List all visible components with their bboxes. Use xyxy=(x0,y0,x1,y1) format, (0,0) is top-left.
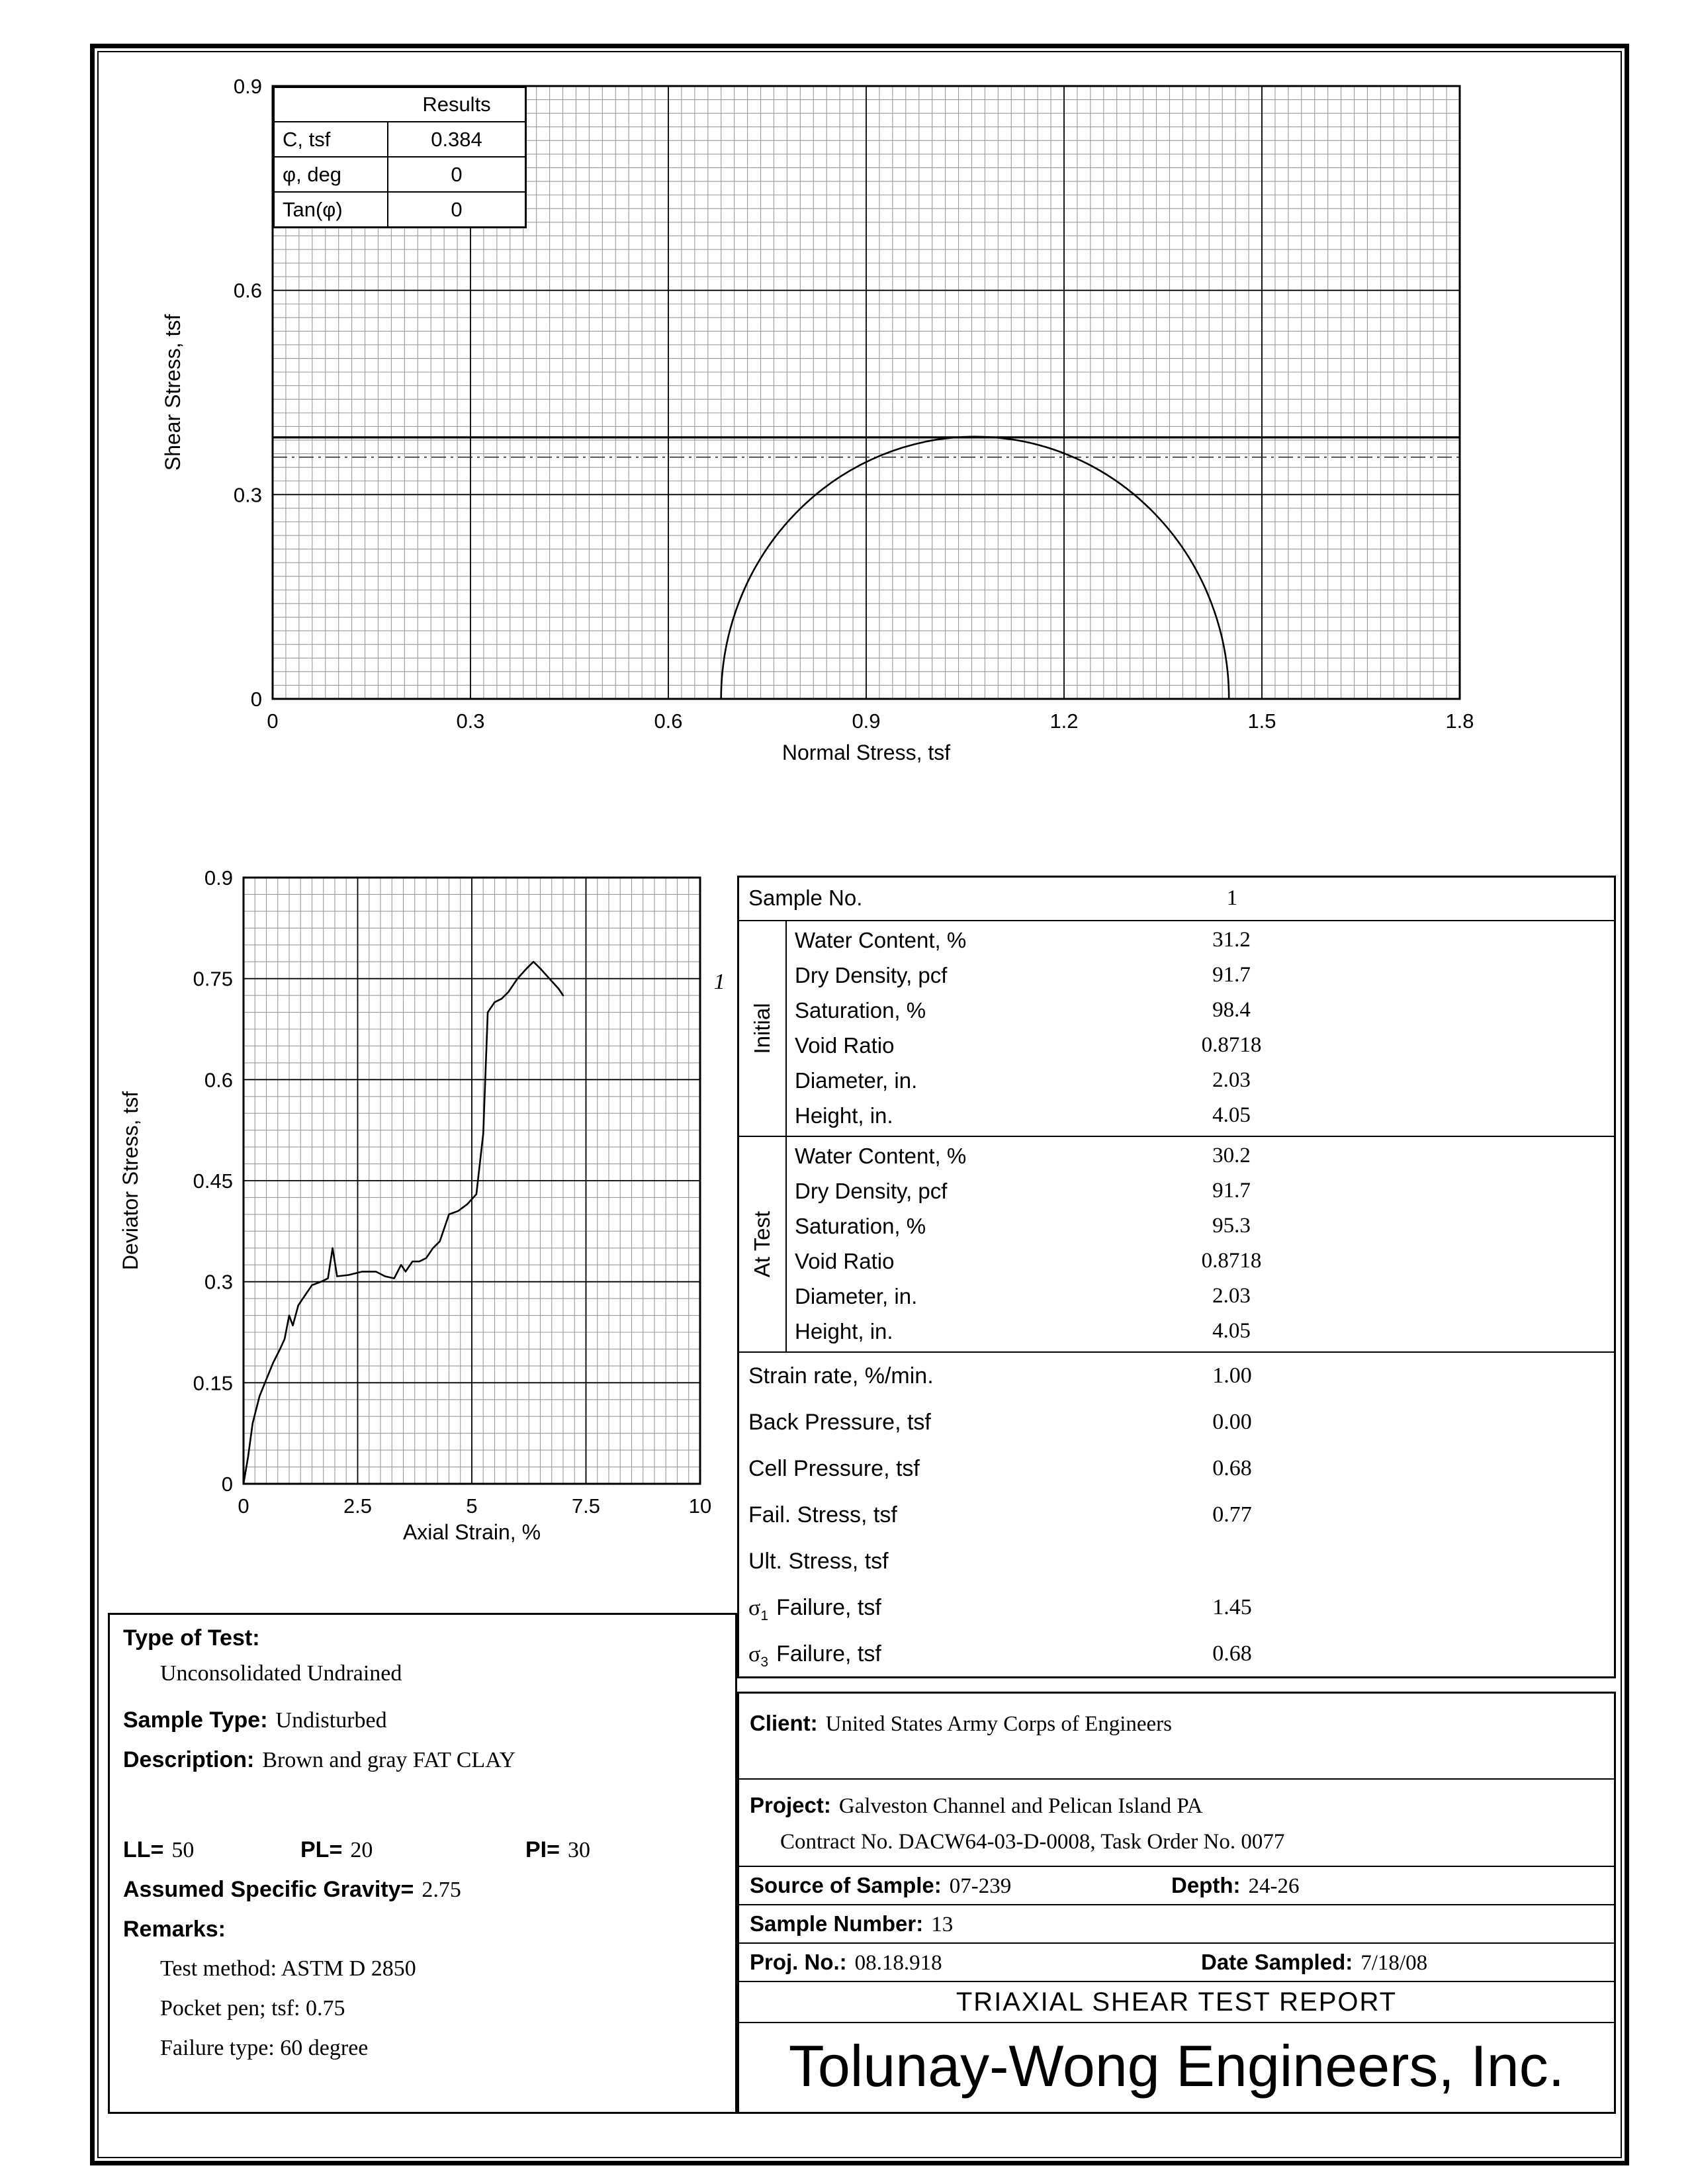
svg-text:0.6: 0.6 xyxy=(654,709,683,733)
property-row: Diameter, in. 2.03 xyxy=(795,1068,1251,1093)
sample-number-value: 13 xyxy=(931,1913,954,1936)
initial-section xyxy=(739,921,1614,1137)
phi-label: φ, deg xyxy=(275,158,388,191)
svg-text:10: 10 xyxy=(688,1494,712,1518)
ll-value: 50 xyxy=(171,1838,195,1862)
sample-number-row xyxy=(739,1905,1614,1944)
svg-text:0.3: 0.3 xyxy=(233,483,262,507)
svg-text:Axial Strain, %: Axial Strain, % xyxy=(402,1520,541,1544)
report-title: TRIAXIAL SHEAR TEST REPORT xyxy=(739,1982,1614,2023)
svg-text:1.5: 1.5 xyxy=(1247,709,1276,733)
at-test-section-label: At Test xyxy=(739,1137,787,1351)
depth-label: Depth: xyxy=(1171,1873,1241,1897)
tanphi-value: 0 xyxy=(451,198,463,221)
contract-number: Contract No. DACW64-03-D-0008, Task Order No. 0077 xyxy=(780,1830,1285,1854)
tanphi-label: Tan(φ) xyxy=(275,193,388,226)
company-name: Tolunay-Wong Engineers, Inc. xyxy=(788,2033,1565,2099)
svg-text:5: 5 xyxy=(466,1494,478,1518)
param-row-fail-stress: Fail. Stress, tsf 0.77 xyxy=(748,1502,1252,1527)
project-label: Project: xyxy=(750,1793,831,1817)
project-info-box xyxy=(737,1692,1616,2114)
at-test-section xyxy=(739,1137,1614,1353)
description-label: Description: xyxy=(123,1747,255,1772)
property-row: Dry Density, pcf 91.7 xyxy=(795,1179,1251,1203)
results-row-cohesion xyxy=(275,121,525,156)
remark-test-method: Test method: ASTM D 2850 xyxy=(160,1956,416,1981)
description-value: Brown and gray FAT CLAY xyxy=(262,1748,516,1772)
param-row-sigma1-failure: $\sigma_1$ Failure, tsf 1.45 xyxy=(748,1595,1252,1623)
type-of-test-value: Unconsolidated Undrained xyxy=(160,1661,402,1686)
sample-type-value: Undisturbed xyxy=(275,1708,387,1733)
svg-text:0.3: 0.3 xyxy=(456,709,485,733)
client-row xyxy=(739,1694,1614,1780)
source-of-sample-label: Source of Sample: xyxy=(750,1873,942,1897)
phi-value: 0 xyxy=(451,163,463,186)
svg-text:0: 0 xyxy=(221,1473,233,1496)
param-row-sigma3-failure: $\sigma_3$ Failure, tsf 0.68 xyxy=(748,1641,1252,1670)
sample-no-row xyxy=(739,878,1614,921)
initial-section-label: Initial xyxy=(739,921,787,1136)
property-row: Height, in. 4.05 xyxy=(795,1103,1251,1128)
cohesion-label: C, tsf xyxy=(275,122,388,156)
svg-text:0: 0 xyxy=(238,1494,249,1518)
date-sampled-label: Date Sampled: xyxy=(1201,1950,1353,1974)
atterberg-limits-line xyxy=(123,1837,726,1863)
stress-strain-chart xyxy=(99,854,761,1582)
sample-type-label: Sample Type: xyxy=(123,1707,268,1733)
property-row: Height, in. 4.05 xyxy=(795,1319,1251,1343)
remark-pocket-pen: Pocket pen; tsf: 0.75 xyxy=(160,1996,345,2021)
pl-value: 20 xyxy=(350,1838,373,1862)
source-of-sample-value: 07-239 xyxy=(949,1874,1012,1898)
property-row: Void Ratio 0.8718 xyxy=(795,1249,1262,1273)
property-row: Void Ratio 0.8718 xyxy=(795,1033,1262,1058)
test-parameters xyxy=(739,1353,1614,1677)
sample-number-label: Sample Number: xyxy=(750,1911,924,1936)
param-row-back-pressure: Back Pressure, tsf 0.00 xyxy=(748,1410,1252,1435)
svg-text:2.5: 2.5 xyxy=(343,1494,373,1518)
svg-text:0.6: 0.6 xyxy=(204,1068,233,1092)
property-row: Diameter, in. 2.03 xyxy=(795,1284,1251,1308)
cohesion-value: 0.384 xyxy=(431,128,482,151)
ll-label: LL= xyxy=(123,1837,164,1862)
results-row-tanphi xyxy=(275,191,525,226)
project-row xyxy=(739,1780,1614,1867)
svg-text:0.3: 0.3 xyxy=(204,1270,233,1294)
specific-gravity-line xyxy=(123,1877,726,1903)
param-row-cell-pressure: Cell Pressure, tsf 0.68 xyxy=(748,1456,1252,1481)
pl-label: PL= xyxy=(300,1837,343,1862)
svg-text:Deviator Stress, tsf: Deviator Stress, tsf xyxy=(118,1091,142,1271)
client-label: Client: xyxy=(750,1711,818,1735)
svg-text:0: 0 xyxy=(250,688,262,711)
test-info-box xyxy=(108,1613,737,2114)
type-of-test-label: Type of Test: xyxy=(123,1625,260,1651)
project-value: Galveston Channel and Pelican Island PA xyxy=(838,1794,1203,1818)
svg-text:0.45: 0.45 xyxy=(193,1169,233,1193)
results-row-phi xyxy=(275,156,525,191)
depth-value: 24-26 xyxy=(1248,1874,1300,1898)
date-sampled-value: 7/18/08 xyxy=(1360,1951,1428,1975)
svg-text:Shear Stress, tsf: Shear Stress, tsf xyxy=(161,314,185,471)
svg-text:1.8: 1.8 xyxy=(1445,709,1474,733)
proj-no-value: 08.18.918 xyxy=(854,1951,942,1975)
svg-text:0: 0 xyxy=(267,709,279,733)
property-row: Dry Density, pcf 91.7 xyxy=(795,963,1251,987)
sample-no-label: Sample No. xyxy=(748,886,863,910)
param-row-ult-stress: Ult. Stress, tsf xyxy=(748,1549,889,1574)
proj-no-label: Proj. No.: xyxy=(750,1950,847,1974)
property-row: Water Content, % 30.2 xyxy=(795,1144,1251,1168)
svg-text:0.9: 0.9 xyxy=(233,75,262,98)
property-row: Saturation, % 95.3 xyxy=(795,1214,1251,1238)
svg-text:7.5: 7.5 xyxy=(571,1494,601,1518)
specific-gravity-value: 2.75 xyxy=(422,1878,461,1902)
svg-text:0.15: 0.15 xyxy=(193,1371,233,1395)
results-table xyxy=(273,86,527,228)
svg-text:Normal Stress, tsf: Normal Stress, tsf xyxy=(781,741,951,764)
pi-value: 30 xyxy=(567,1838,590,1862)
project-number-row xyxy=(739,1944,1614,1982)
specific-gravity-label: Assumed Specific Gravity= xyxy=(123,1877,414,1902)
sample-type-line xyxy=(123,1707,726,1733)
pi-label: PI= xyxy=(525,1837,560,1862)
sample-no-value: 1 xyxy=(1226,886,1238,910)
source-of-sample-row xyxy=(739,1867,1614,1905)
svg-text:0.6: 0.6 xyxy=(233,279,262,302)
results-table-header: Results xyxy=(422,93,491,116)
svg-text:0.9: 0.9 xyxy=(204,866,233,889)
description-line xyxy=(123,1747,726,1773)
svg-text:0.75: 0.75 xyxy=(193,967,233,991)
param-row-strain-rate: Strain rate, %/min. 1.00 xyxy=(748,1363,1252,1388)
svg-text:1: 1 xyxy=(713,969,725,994)
property-row: Saturation, % 98.4 xyxy=(795,998,1251,1023)
svg-text:1.2: 1.2 xyxy=(1049,709,1079,733)
remarks-label: Remarks: xyxy=(123,1917,226,1942)
sample-data-table xyxy=(737,876,1616,1678)
client-value: United States Army Corps of Engineers xyxy=(825,1712,1173,1736)
svg-text:0.9: 0.9 xyxy=(852,709,881,733)
property-row: Water Content, % 31.2 xyxy=(795,928,1251,952)
remark-failure-type: Failure type: 60 degree xyxy=(160,2036,369,2060)
